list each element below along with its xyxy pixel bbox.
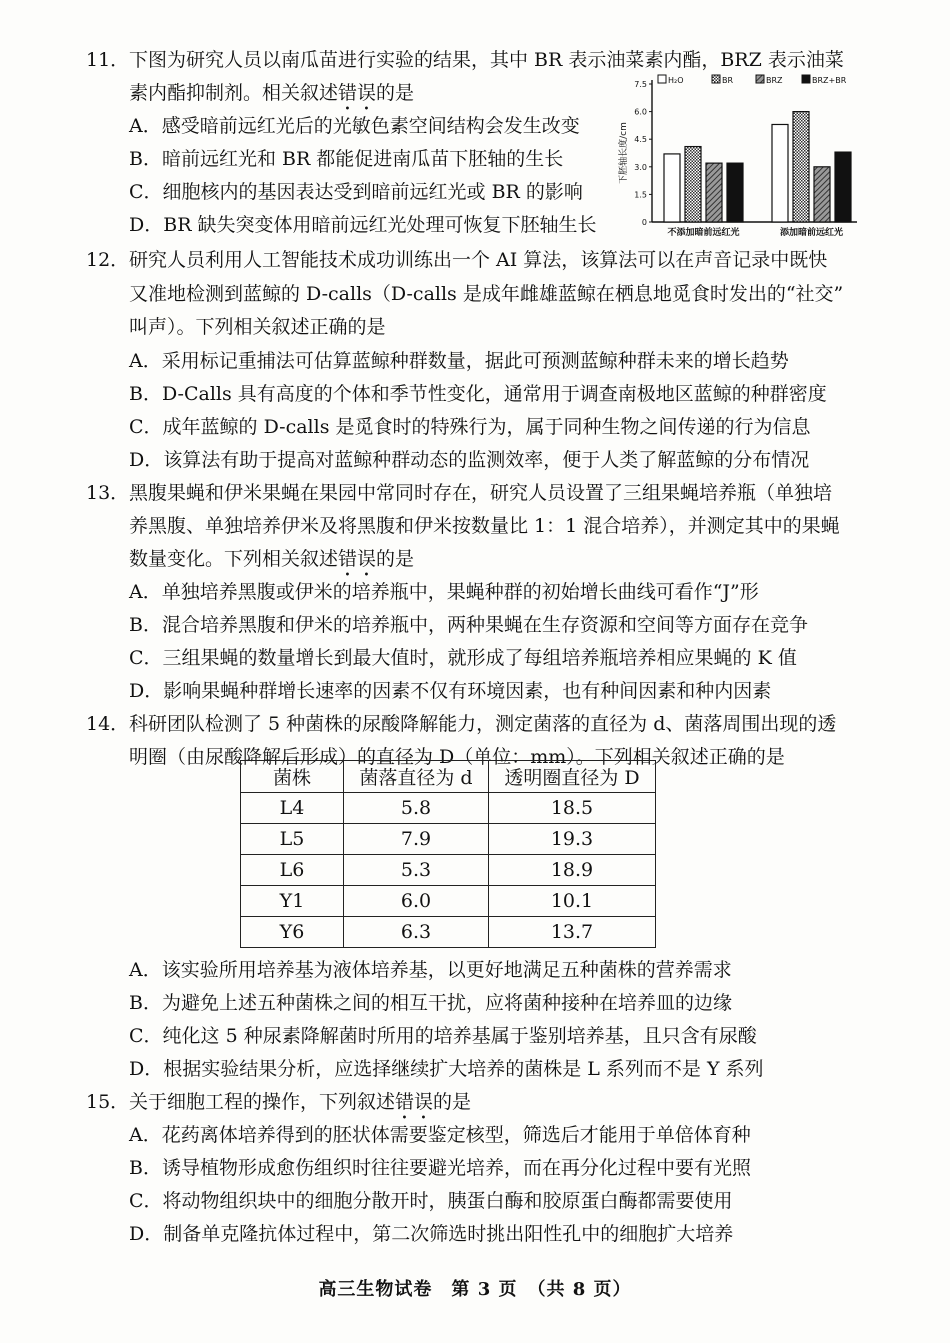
table-header-cell: 菌株	[241, 761, 344, 793]
table-row	[241, 824, 656, 855]
table-cell: Y1	[241, 886, 344, 917]
legend-swatch	[712, 75, 720, 83]
table-cell: Y6	[241, 917, 344, 948]
table-cell: 6.0	[344, 886, 489, 917]
y-tick-label: 6.0	[634, 107, 647, 117]
q11-option-c: C．细胞核内的基因表达受到暗前远红光或 BR 的影响	[129, 181, 583, 203]
table-cell: 6.3	[344, 917, 489, 948]
bar	[664, 154, 680, 222]
q13-option-c: C．三组果蝇的数量增长到最大值时，就形成了每组培养瓶培养相应果蝇的 K 值	[129, 647, 797, 669]
y-tick-label: 3.0	[634, 162, 647, 172]
q13-stem-text: 数量变化。下列相关叙述	[129, 548, 339, 570]
q15-stem-text: 关于细胞工程的操作，下列叙述	[129, 1091, 396, 1113]
table-cell: L5	[241, 824, 344, 855]
bar	[793, 112, 809, 222]
bar	[685, 147, 701, 222]
x-tick-label: 添加暗前远红光	[779, 228, 844, 238]
q11-bar-chart	[612, 72, 862, 244]
q12-stem-line1: 研究人员利用人工智能技术成功训练出一个 AI 算法，该算法可以在声音记录中既快	[129, 249, 828, 271]
q11-stem-text: 素内酯抑制剂。相关叙述	[129, 82, 339, 104]
q13-option-d: D．影响果蝇种群增长速率的因素不仅有环境因素，也有种间因素和种内因素	[129, 680, 772, 702]
q14-option-c: C．纯化这 5 种尿素降解菌时所用的培养基属于鉴别培养基，且只含有尿酸	[129, 1025, 757, 1047]
q13-emphasis-word: 错误	[338, 548, 377, 570]
q13-option-b: B．混合培养黑腹和伊米的培养瓶中，两种果蝇在生存资源和空间等方面存在竞争	[129, 614, 808, 636]
table-cell: 5.3	[344, 855, 489, 886]
table-cell: 18.5	[489, 793, 656, 824]
q12-option-b: B．D-Calls 具有高度的个体和季节性变化，通常用于调查南极地区蓝鲸的种群密度	[129, 383, 827, 405]
legend-label: BRZ	[766, 76, 783, 85]
q13-stem-tail: 的是	[376, 548, 415, 570]
q13-stem-line2: 养黑腹、单独培养伊米及将黑腹和伊米按数量比 1：1 混合培养），并测定其中的果蝇	[129, 515, 840, 537]
q14-option-a: A．该实验所用培养基为液体培养基，以更好地满足五种菌株的营养需求	[129, 959, 732, 981]
table-cell: 13.7	[489, 917, 656, 948]
q12-stem-line3: 叫声）。下列相关叙述正确的是	[129, 316, 386, 338]
q14-number: 14．	[86, 713, 130, 735]
q14-option-b: B．为避免上述五种菌株之间的相互干扰，应将菌种接种在培养皿的边缘	[129, 992, 732, 1014]
table-row	[241, 886, 656, 917]
table-cell: L6	[241, 855, 344, 886]
table-cell: 7.9	[344, 824, 489, 855]
q13-number: 13．	[86, 482, 130, 504]
y-axis-label: 下胚轴长度/cm	[619, 122, 629, 184]
q11-number: 11．	[86, 49, 130, 71]
q15-option-b: B．诱导植物形成愈伤组织时往往要避光培养，而在再分化过程中要有光照	[129, 1157, 751, 1179]
table-row	[241, 855, 656, 886]
q11-option-b: B．暗前远红光和 BR 都能促进南瓜苗下胚轴的生长	[129, 148, 564, 170]
q12-number: 12．	[86, 249, 130, 271]
q11-emphasis-word: 错误	[338, 82, 377, 104]
q14-option-d: D．根据实验结果分析，应选择继续扩大培养的菌株是 L 系列而不是 Y 系列	[129, 1058, 764, 1080]
q13-stem-line1: 黑腹果蝇和伊米果蝇在果园中常同时存在，研究人员设置了三组果蝇培养瓶（单独培	[129, 482, 833, 504]
legend-label: H₂O	[668, 76, 684, 85]
table-row	[241, 917, 656, 948]
q12-option-a: A．采用标记重捕法可估算蓝鲸种群数量，据此可预测蓝鲸种群未来的增长趋势	[129, 350, 789, 372]
q14-stem-line1: 科研团队检测了 5 种菌株的尿酸降解能力，测定菌落的直径为 d、菌落周围出现的透	[129, 713, 837, 735]
q15-option-a: A．花药离体培养得到的胚状体需要鉴定核型，筛选后才能用于单倍体育种	[129, 1124, 751, 1146]
q12-option-d: D．该算法有助于提高对蓝鲸种群动态的监测效率，便于人类了解蓝鲸的分布情况	[129, 449, 810, 471]
q11-option-d: D．BR 缺失突变体用暗前远红光处理可恢复下胚轴生长	[129, 214, 597, 236]
y-tick-label: 0	[641, 218, 647, 227]
table-cell: L4	[241, 793, 344, 824]
x-tick-label: 不添加暗前远红光	[667, 228, 740, 238]
q12-stem-line2: 又准地检测到蓝鲸的 D-calls（D-calls 是成年雌雄蓝鲸在栖息地觅食时发出的“社交”	[129, 283, 844, 305]
bar	[814, 167, 830, 222]
table-header-cell: 透明圈直径为 D	[489, 761, 656, 793]
q11-stem-line2	[129, 81, 414, 115]
bar	[727, 163, 743, 222]
legend-swatch	[802, 75, 810, 83]
bar	[835, 152, 851, 222]
table-header-cell: 菌落直径为 d	[344, 761, 489, 793]
q15-option-c: C．将动物组织块中的细胞分散开时，胰蛋白酶和胶原蛋白酶都需要使用	[129, 1190, 733, 1212]
y-tick-label: 7.5	[634, 80, 647, 89]
q11-stem-line1: 下图为研究人员以南瓜苗进行实验的结果，其中 BR 表示油菜素内酯，BRZ 表示油菜	[129, 49, 844, 71]
y-tick-label: 1.5	[634, 190, 647, 200]
legend-swatch	[658, 75, 666, 83]
legend-label: BR	[722, 76, 734, 85]
q13-stem-line3	[129, 547, 414, 581]
table-cell: 5.8	[344, 793, 489, 824]
q11-stem-tail: 的是	[376, 82, 415, 104]
legend-label: BRZ+BR	[812, 76, 847, 85]
bar	[772, 124, 788, 222]
q13-option-a: A．单独培养黑腹或伊米的培养瓶中，果蝇种群的初始增长曲线可看作“J”形	[129, 581, 759, 603]
q15-option-d: D．制备单克隆抗体过程中，第二次筛选时挑出阳性孔中的细胞扩大培养	[129, 1223, 734, 1245]
q15-emphasis-word: 错误	[395, 1091, 434, 1113]
q11-option-a: A．感受暗前远红光后的光敏色素空间结构会发生改变	[129, 115, 580, 137]
q14-stem-line2: 明圈（由尿酸降解后形成）的直径为 D（单位：mm）。下列相关叙述正确的是	[129, 746, 785, 768]
q12-option-c: C．成年蓝鲸的 D-calls 是觅食时的特殊行为，属于同种生物之间传递的行为信息	[129, 416, 811, 438]
y-tick-label: 4.5	[634, 135, 647, 145]
table-cell: 10.1	[489, 886, 656, 917]
table-header-row	[241, 761, 656, 793]
q15-number: 15．	[86, 1091, 130, 1113]
bar	[706, 163, 722, 222]
page-footer: 高三生物试卷 第 3 页 （共 8 页）	[318, 1279, 632, 1300]
q15-stem-tail: 的是	[433, 1091, 472, 1113]
q15-stem	[129, 1090, 471, 1124]
legend-swatch	[756, 75, 764, 83]
table-cell: 19.3	[489, 824, 656, 855]
table-row	[241, 793, 656, 824]
q14-data-table	[240, 760, 656, 948]
table-cell: 18.9	[489, 855, 656, 886]
